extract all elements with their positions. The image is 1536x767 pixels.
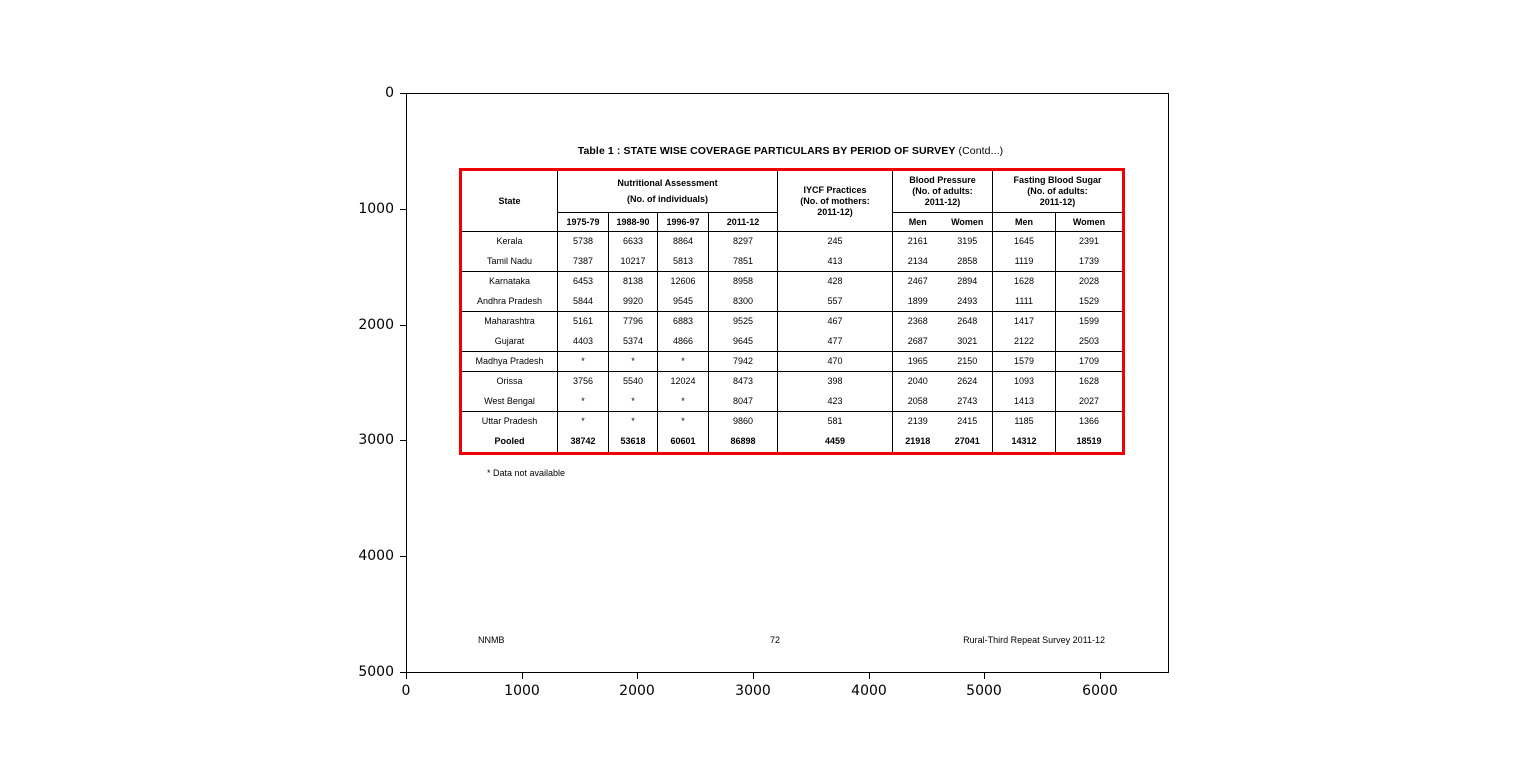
cell: 7796 [609,312,658,332]
x-tick-label: 2000 [619,683,655,699]
footer-org: NNMB [478,635,505,645]
cell: * [658,352,709,372]
cell: 9525 [709,312,778,332]
cell: 4459 [778,432,893,454]
state-cell: Madhya Pradesh [461,352,558,372]
cell: 2139 [907,416,928,427]
cell: 21918 [905,436,931,447]
cell: 9645 [709,332,778,352]
cell: 8864 [658,232,709,252]
cell: 2391 [1079,236,1100,247]
cell: 5374 [609,332,658,352]
state-cell: West Bengal [461,392,558,412]
cell: 1965 [893,352,943,372]
x-tick-label: 1000 [504,683,540,699]
y-tick-label: 4000 [358,548,394,564]
cell: 470 [778,352,893,372]
col-header-bp-men: Men [893,213,943,232]
x-tick-mark [1100,673,1101,679]
state-cell: Andhra Pradesh [461,292,558,312]
col-header-iycf-line2: (No. of mothers: [800,195,870,206]
col-header-bp-line3: 2011-12) [924,197,961,207]
cell: 10217 [609,252,658,272]
cell: 1899 [893,292,943,312]
x-tick-label: 4000 [851,683,887,699]
cell: 7851 [709,252,778,272]
state-cell: Pooled [461,432,558,454]
cell: 8297 [709,232,778,252]
table-row [461,252,1124,272]
col-header-iycf [778,170,893,232]
x-tick-label: 3000 [735,683,771,699]
coverage-table [459,168,1125,455]
cell: 5161 [558,312,609,332]
table-row [461,232,1124,252]
x-tick-mark [637,673,638,679]
page-title [459,145,1122,157]
x-tick-label: 6000 [1082,683,1118,699]
page-title-contd: (Contd...) [958,145,1004,157]
cell: 5844 [558,292,609,312]
cell: 53618 [609,432,658,454]
cell: * [609,352,658,372]
cell: 6883 [658,312,709,332]
cell: 1366 [1079,416,1100,427]
cell: 4866 [658,332,709,352]
table-row [461,372,1124,392]
cell: 413 [778,252,893,272]
cell: 423 [778,392,893,412]
cell: 2687 [893,332,943,352]
cell: 8958 [709,272,778,292]
cell: 6633 [609,232,658,252]
cell: 60601 [658,432,709,454]
cell: 27041 [943,432,993,454]
cell: 467 [778,312,893,332]
y-tick-label: 3000 [358,432,394,448]
cell: 7942 [709,352,778,372]
cell: 2150 [943,352,993,372]
state-cell: Gujarat [461,332,558,352]
cell: 3021 [943,332,993,352]
state-cell: Uttar Pradesh [461,412,558,432]
col-header-fasting-blood-sugar [993,170,1124,213]
table-row [461,272,1124,292]
cell: 2648 [943,312,993,332]
x-tick-label: 5000 [966,683,1002,699]
cell: * [658,412,709,432]
cell: 8138 [609,272,658,292]
cell: 7387 [558,252,609,272]
cell: 9920 [609,292,658,312]
cell: 2503 [1056,332,1124,352]
x-tick-mark [753,673,754,679]
cell: 245 [778,232,893,252]
cell: 1599 [1079,316,1100,327]
cell: 428 [778,272,893,292]
cell: 4403 [558,332,609,352]
cell: 581 [778,412,893,432]
table-row [461,412,1124,432]
x-tick-mark [869,673,870,679]
cell: * [609,412,658,432]
y-tick-label: 1000 [358,201,394,217]
cell: * [558,352,609,372]
x-tick-label: 0 [401,683,411,699]
col-header-year: 1975-79 [558,213,609,232]
col-header-nutritional-line1: Nutritional Assessment [617,178,718,188]
cell: 477 [778,332,893,352]
col-header-year: 2011-12 [709,213,778,232]
cell: 3195 [943,232,993,252]
table-row [461,312,1124,332]
x-tick-mark [522,673,523,679]
cell: * [609,392,658,412]
cell: 1093 [993,372,1056,392]
footnote: * Data not available [487,468,566,478]
cell: 398 [778,372,893,392]
y-tick-label: 0 [385,85,394,101]
cell: 2028 [1079,276,1100,287]
col-header-bp-line1: Blood Pressure [909,175,976,185]
col-header-fbs-line2: (No. of adults: [1027,186,1088,196]
col-header-fbs-women: Women [1056,213,1124,232]
cell: 1111 [993,292,1056,312]
cell: 2894 [943,272,993,292]
cell: 2122 [993,332,1056,352]
cell: 2040 [907,376,928,387]
cell: 2467 [907,276,928,287]
state-cell: Kerala [461,232,558,252]
cell: 1119 [993,252,1056,272]
footer-page-number: 72 [769,635,780,645]
cell: * [558,392,609,412]
cell: 1628 [993,272,1056,292]
col-header-fbs-line3: 2011-12) [1039,197,1076,207]
cell: 86898 [709,432,778,454]
state-cell: Maharashtra [461,312,558,332]
cell: 1709 [1056,352,1124,372]
cell: 5738 [558,232,609,252]
cell: 9545 [658,292,709,312]
table-row-pooled [461,432,1124,454]
cell: 8300 [709,292,778,312]
table-row [461,332,1124,352]
cell: 2743 [943,392,993,412]
cell: 1529 [1056,292,1124,312]
cell: 2134 [893,252,943,272]
state-cell: Karnataka [461,272,558,292]
col-header-nutritional-line2: (No. of individuals) [627,194,708,204]
x-tick-mark [984,673,985,679]
cell: 38742 [558,432,609,454]
cell: 18519 [1076,436,1102,447]
cell: * [558,412,609,432]
cell: 12606 [658,272,709,292]
cell: 2493 [943,292,993,312]
cell: 2161 [907,236,928,247]
cell: 8047 [709,392,778,412]
cell: 5813 [658,252,709,272]
cell: 9860 [709,412,778,432]
col-header-blood-pressure [893,170,993,213]
y-tick-label: 2000 [358,317,394,333]
state-cell: Tamil Nadu [461,252,558,272]
cell: 3756 [558,372,609,392]
cell: * [658,392,709,412]
col-header-year: 1988-90 [609,213,658,232]
cell: 1645 [993,232,1056,252]
cell: 12024 [658,372,709,392]
col-header-bp-line2: (No. of adults: [912,186,973,196]
cell: 1628 [1079,376,1100,387]
table-row [461,392,1124,412]
col-header-year: 1996-97 [658,213,709,232]
cell: 2058 [893,392,943,412]
cell: 8473 [709,372,778,392]
col-header-fbs-line1: Fasting Blood Sugar [1013,175,1102,185]
cell: 2027 [1056,392,1124,412]
state-cell: Orissa [461,372,558,392]
footer-survey-name: Rural-Third Repeat Survey 2011-12 [963,635,1105,645]
table-row [461,352,1124,372]
cell: 557 [778,292,893,312]
page-title-text: Table 1 : STATE WISE COVERAGE PARTICULARS BY PERIOD OF SURVEY [577,145,956,157]
cell: 1413 [993,392,1056,412]
col-header-nutritional [558,170,778,213]
col-header-fbs-men: Men [993,213,1056,232]
cell: 2415 [943,412,993,432]
col-header-iycf-line3: 2011-12) [817,206,853,217]
x-tick-mark [406,673,407,679]
table-row [461,292,1124,312]
y-tick-label: 5000 [358,664,394,680]
col-header-state: State [461,170,558,232]
cell: 1185 [993,412,1056,432]
cell: 1417 [993,312,1056,332]
cell: 5540 [609,372,658,392]
cell: 14312 [993,432,1056,454]
cell: 2858 [943,252,993,272]
cell: 6453 [558,272,609,292]
cell: 1739 [1056,252,1124,272]
cell: 2624 [943,372,993,392]
cell: 1579 [993,352,1056,372]
cell: 2368 [907,316,928,327]
col-header-bp-women: Women [943,213,993,232]
col-header-iycf-line1: IYCF Practices [803,184,867,195]
